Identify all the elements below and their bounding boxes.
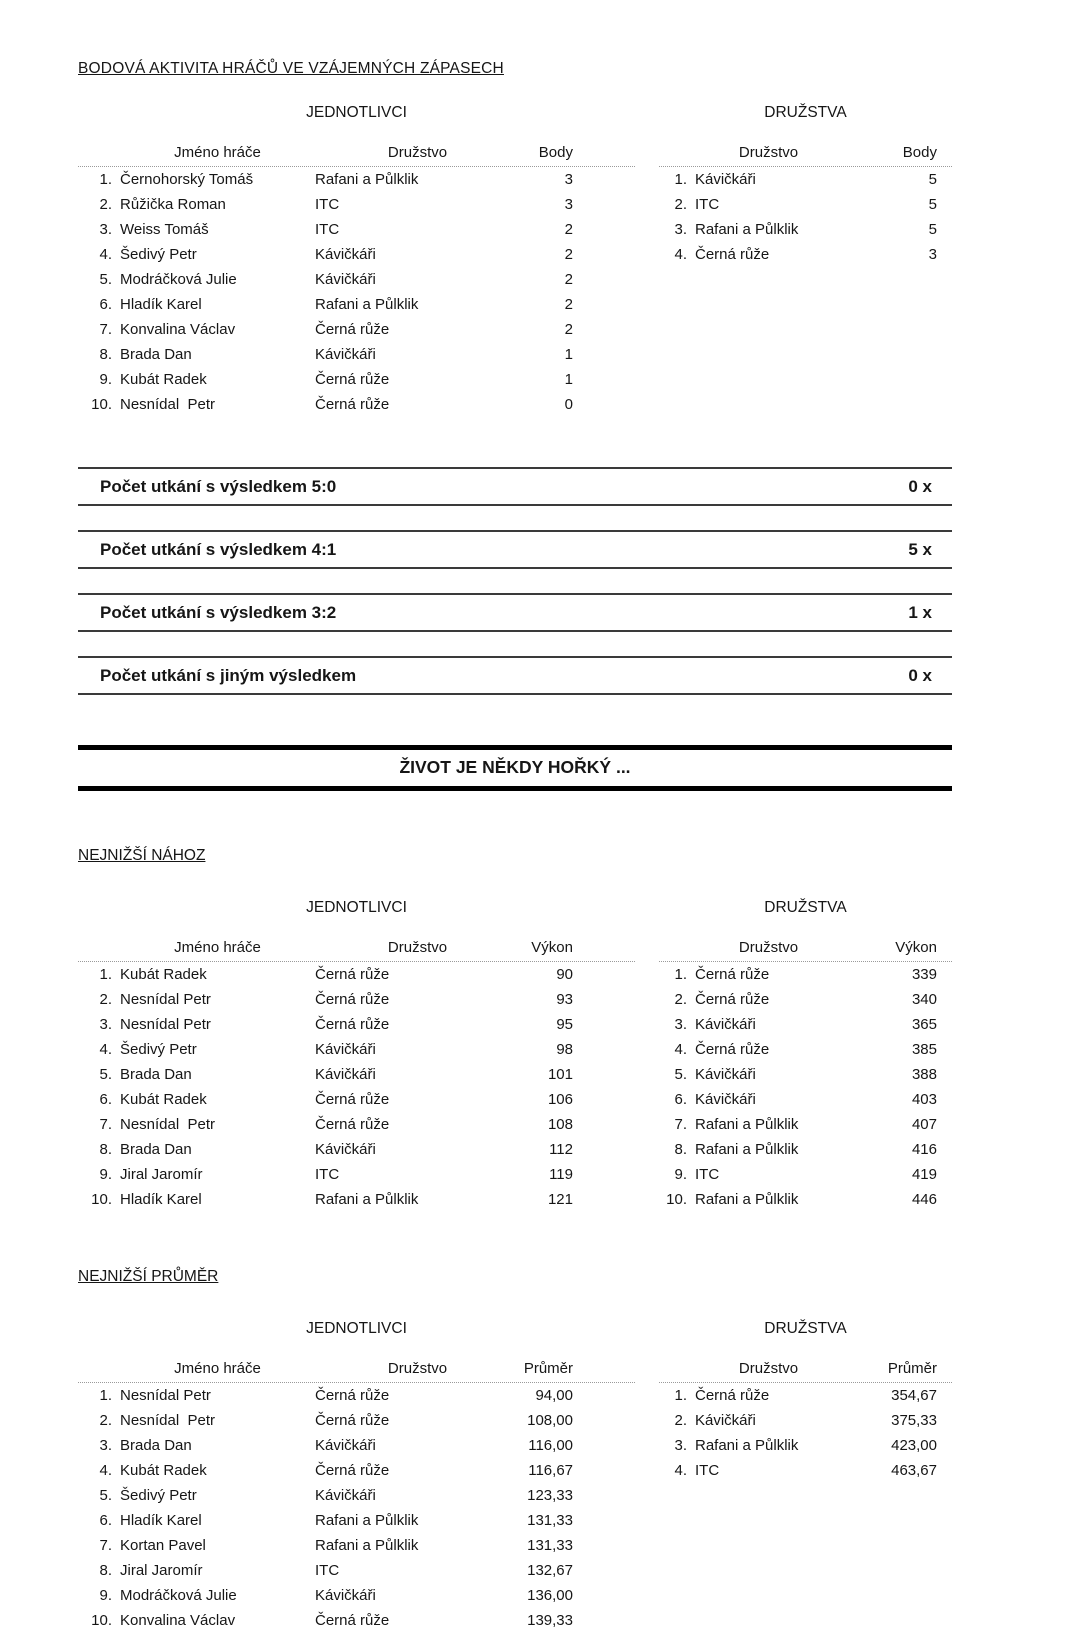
header-value: Průměr — [523, 1360, 573, 1377]
table-header — [659, 142, 952, 167]
table-row — [78, 1533, 635, 1558]
row-cell: 0 — [564, 396, 573, 413]
table-row — [78, 242, 635, 267]
bar-label: Počet utkání s výsledkem 4:1 — [100, 539, 337, 559]
table-row — [78, 1383, 635, 1408]
teams-heading: DRUŽSTVA — [764, 104, 847, 121]
row-rank: 2. — [674, 1412, 687, 1429]
row-rank: 4. — [99, 1462, 112, 1479]
table-row — [659, 217, 952, 242]
row-cell: 5 — [928, 196, 937, 213]
header-team: Družstvo — [738, 1360, 799, 1377]
lowest-average-heading: NEJNIŽŠÍ PRŮMĚR — [78, 1268, 219, 1285]
table-header — [659, 1358, 952, 1383]
row-cell: Rafani a Půlklik — [315, 1537, 419, 1554]
row-rank: 8. — [99, 1141, 112, 1158]
header-value: Body — [902, 144, 937, 161]
header-value: Body — [538, 144, 573, 161]
row-cell: 131,33 — [527, 1537, 573, 1554]
match-count-bar — [78, 467, 952, 506]
row-cell: Konvalina Václav — [120, 321, 236, 338]
header-team: Družstvo — [387, 144, 448, 161]
table-row — [78, 217, 635, 242]
header-team: Družstvo — [738, 144, 799, 161]
header-player: Jméno hráče — [174, 144, 261, 161]
table-header — [78, 937, 635, 962]
lowest-game-individuals-table — [78, 899, 635, 1212]
row-rank: 3. — [99, 1437, 112, 1454]
row-cell: Rafani a Půlklik — [695, 1437, 799, 1454]
row-rank: 9. — [99, 1166, 112, 1183]
row-cell: ITC — [695, 196, 720, 213]
row-cell: 123,33 — [527, 1487, 573, 1504]
header-value: Průměr — [887, 1360, 937, 1377]
row-rank: 3. — [99, 1016, 112, 1033]
row-cell: Černá růže — [695, 991, 770, 1008]
row-cell: Nesnídal Petr — [120, 1387, 211, 1404]
row-rank: 3. — [99, 221, 112, 238]
row-cell: Černohorský Tomáš — [120, 171, 254, 188]
table-row — [78, 367, 635, 392]
row-cell: 340 — [911, 991, 937, 1008]
table-row — [78, 1508, 635, 1533]
row-cell: 388 — [911, 1066, 937, 1083]
row-cell: Kávičkáři — [315, 1487, 376, 1504]
header-value: Výkon — [895, 939, 937, 956]
bar-label: Počet utkání s jiným výsledkem — [100, 665, 357, 685]
row-cell: 419 — [911, 1166, 937, 1183]
row-rank: 4. — [99, 1041, 112, 1058]
row-cell: Šedivý Petr — [120, 1041, 197, 1058]
header-player: Jméno hráče — [174, 1360, 261, 1377]
table-row — [78, 987, 635, 1012]
row-cell: Černá růže — [315, 1412, 390, 1429]
row-cell: 2 — [564, 321, 573, 338]
row-cell: ITC — [315, 1166, 340, 1183]
row-cell: Černá růže — [695, 1387, 770, 1404]
row-cell: Nesnídal Petr — [120, 1116, 216, 1133]
row-cell: 108 — [547, 1116, 573, 1133]
table-row — [78, 1408, 635, 1433]
row-cell: Brada Dan — [120, 1141, 192, 1158]
row-rank: 6. — [99, 1091, 112, 1108]
lowest-game-heading: NEJNIŽŠÍ NÁHOZ — [78, 847, 206, 864]
header-team: Družstvo — [387, 939, 448, 956]
row-rank: 5. — [674, 1066, 687, 1083]
row-cell: Šedivý Petr — [120, 1487, 197, 1504]
row-cell: Kávičkáři — [695, 1016, 756, 1033]
table-row — [659, 167, 952, 192]
table-row — [78, 1608, 635, 1633]
row-cell: 98 — [556, 1041, 573, 1058]
individuals-heading: JEDNOTLIVCI — [306, 899, 407, 916]
row-cell: Weiss Tomáš — [120, 221, 209, 238]
row-cell: 2 — [564, 221, 573, 238]
table-row — [78, 962, 635, 987]
row-cell: 116,67 — [528, 1462, 573, 1479]
row-rank: 2. — [99, 196, 112, 213]
row-cell: ITC — [315, 1562, 340, 1579]
row-cell: Šedivý Petr — [120, 246, 197, 263]
table-row — [659, 1062, 952, 1087]
row-rank: 4. — [674, 1041, 687, 1058]
row-cell: Nesnídal Petr — [120, 396, 216, 413]
individuals-heading: JEDNOTLIVCI — [306, 1320, 407, 1337]
row-cell: Rafani a Půlklik — [315, 1512, 419, 1529]
table-row — [659, 1112, 952, 1137]
table-row — [78, 317, 635, 342]
row-cell: 339 — [911, 966, 937, 983]
row-cell: Rafani a Půlklik — [315, 1191, 419, 1208]
row-cell: 1 — [564, 346, 573, 363]
row-cell: Rafani a Půlklik — [695, 1116, 799, 1133]
bar-value: 0 x — [908, 665, 932, 685]
table-row — [659, 1037, 952, 1062]
row-rank: 1. — [99, 1387, 112, 1404]
row-cell: 94,00 — [535, 1387, 573, 1404]
table-row — [78, 1558, 635, 1583]
lowest-average-individuals-table — [78, 1320, 635, 1633]
row-cell: Černá růže — [315, 966, 390, 983]
table-row — [78, 1483, 635, 1508]
row-cell: 3 — [564, 171, 573, 188]
header-spacer — [78, 142, 112, 164]
row-rank: 2. — [674, 196, 687, 213]
lowest-game-section — [78, 899, 1077, 1212]
row-rank: 2. — [99, 1412, 112, 1429]
row-cell: Hladík Karel — [120, 1512, 202, 1529]
row-cell: 2 — [564, 246, 573, 263]
table-row — [78, 1162, 635, 1187]
row-rank: 7. — [99, 321, 112, 338]
row-cell: 403 — [911, 1091, 937, 1108]
row-cell: 119 — [549, 1166, 573, 1183]
row-cell: Nesnídal Petr — [120, 1016, 211, 1033]
row-cell: 90 — [556, 966, 573, 983]
table-row — [78, 1458, 635, 1483]
row-cell: Černá růže — [315, 1016, 390, 1033]
table-row — [78, 192, 635, 217]
row-rank: 7. — [99, 1537, 112, 1554]
row-cell: Kávičkáři — [695, 171, 756, 188]
header-spacer — [78, 937, 112, 959]
row-cell: Brada Dan — [120, 1066, 192, 1083]
row-cell: 5 — [928, 221, 937, 238]
table-row — [78, 1087, 635, 1112]
section-banner: ŽIVOT JE NĚKDY HOŘKÝ ... — [78, 745, 952, 791]
row-rank: 10. — [91, 396, 112, 413]
table-row — [659, 1433, 952, 1458]
row-cell: Černá růže — [315, 1091, 390, 1108]
table-row — [659, 1162, 952, 1187]
header-value: Výkon — [531, 939, 573, 956]
table-row — [659, 987, 952, 1012]
row-rank: 2. — [99, 991, 112, 1008]
row-cell: 116,00 — [528, 1437, 573, 1454]
row-cell: 131,33 — [527, 1512, 573, 1529]
teams-heading: DRUŽSTVA — [764, 1320, 847, 1337]
row-cell: 2 — [564, 271, 573, 288]
row-rank: 6. — [99, 296, 112, 313]
row-cell: 463,67 — [891, 1462, 937, 1479]
lowest-game-teams-table — [659, 899, 952, 1212]
table-row — [659, 1458, 952, 1483]
table-body — [78, 167, 635, 417]
row-rank: 2. — [674, 991, 687, 1008]
bar-value: 1 x — [908, 602, 932, 622]
table-row — [78, 1187, 635, 1212]
row-cell: ITC — [695, 1166, 720, 1183]
row-cell: Černá růže — [315, 1612, 390, 1629]
table-body — [659, 167, 952, 267]
row-cell: Kubát Radek — [120, 1091, 207, 1108]
row-cell: Černá růže — [315, 1462, 390, 1479]
row-rank: 1. — [99, 171, 112, 188]
row-rank: 4. — [674, 246, 687, 263]
row-cell: Brada Dan — [120, 346, 192, 363]
row-rank: 1. — [674, 171, 687, 188]
row-rank: 3. — [674, 1016, 687, 1033]
table-body — [659, 1383, 952, 1483]
row-cell: 3 — [564, 196, 573, 213]
row-cell: 5 — [928, 171, 937, 188]
header-spacer — [659, 937, 687, 959]
row-cell: 385 — [911, 1041, 937, 1058]
row-rank: 5. — [99, 1066, 112, 1083]
row-cell: 416 — [911, 1141, 937, 1158]
table-row — [78, 1062, 635, 1087]
header-player: Jméno hráče — [174, 939, 261, 956]
row-cell: 139,33 — [527, 1612, 573, 1629]
teams-heading: DRUŽSTVA — [764, 899, 847, 916]
table-body — [78, 1383, 635, 1633]
row-cell: Nesnídal Petr — [120, 991, 211, 1008]
table-row — [78, 1433, 635, 1458]
row-cell: 121 — [547, 1191, 573, 1208]
table-row — [78, 167, 635, 192]
table-body — [78, 962, 635, 1212]
header-spacer — [659, 142, 687, 164]
table-body — [659, 962, 952, 1212]
row-rank: 7. — [674, 1116, 687, 1133]
row-cell: Kávičkáři — [315, 1141, 376, 1158]
row-rank: 9. — [99, 371, 112, 388]
table-row — [78, 267, 635, 292]
row-cell: Rafani a Půlklik — [315, 296, 419, 313]
row-cell: Kávičkáři — [315, 346, 376, 363]
row-cell: Kubát Radek — [120, 966, 207, 983]
row-cell: Kávičkáři — [315, 1587, 376, 1604]
row-rank: 6. — [99, 1512, 112, 1529]
row-cell: Černá růže — [695, 1041, 770, 1058]
row-cell: Kávičkáři — [315, 246, 376, 263]
row-cell: Jiral Jaromír — [120, 1166, 203, 1183]
table-header — [659, 937, 952, 962]
row-rank: 6. — [674, 1091, 687, 1108]
table-row — [659, 1383, 952, 1408]
row-cell: 108,00 — [527, 1412, 573, 1429]
row-rank: 10. — [91, 1612, 112, 1629]
row-cell: Černá růže — [315, 321, 390, 338]
row-cell: 2 — [564, 296, 573, 313]
row-cell: 423,00 — [891, 1437, 937, 1454]
row-cell: 446 — [911, 1191, 937, 1208]
match-count-bar — [78, 530, 952, 569]
row-rank: 1. — [99, 966, 112, 983]
table-row — [659, 1137, 952, 1162]
bar-label: Počet utkání s výsledkem 3:2 — [100, 602, 337, 622]
row-cell: Konvalina Václav — [120, 1612, 236, 1629]
row-cell: 132,67 — [527, 1562, 573, 1579]
row-cell: 375,33 — [891, 1412, 937, 1429]
table-row — [659, 242, 952, 267]
bar-label: Počet utkání s výsledkem 5:0 — [100, 476, 337, 496]
row-cell: Rafani a Půlklik — [695, 221, 799, 238]
row-cell: Kávičkáři — [315, 1066, 376, 1083]
row-cell: Kortan Pavel — [120, 1537, 206, 1554]
row-rank: 1. — [674, 1387, 687, 1404]
row-rank: 9. — [674, 1166, 687, 1183]
match-count-bar — [78, 656, 952, 695]
row-cell: Černá růže — [315, 1387, 390, 1404]
header-spacer — [78, 1358, 112, 1380]
table-row — [659, 1187, 952, 1212]
row-rank: 5. — [99, 1487, 112, 1504]
table-row — [78, 292, 635, 317]
row-cell: Černá růže — [315, 371, 390, 388]
row-cell: Modráčková Julie — [120, 271, 237, 288]
table-row — [78, 1137, 635, 1162]
points-section — [78, 104, 1077, 417]
row-rank: 3. — [674, 1437, 687, 1454]
row-cell: Hladík Karel — [120, 1191, 202, 1208]
row-cell: Černá růže — [695, 246, 770, 263]
row-rank: 8. — [674, 1141, 687, 1158]
bar-value: 5 x — [908, 539, 932, 559]
lowest-average-section — [78, 1320, 1077, 1633]
row-rank: 10. — [91, 1191, 112, 1208]
row-cell: Modráčková Julie — [120, 1587, 237, 1604]
row-cell: Černá růže — [315, 991, 390, 1008]
row-cell: 407 — [911, 1116, 937, 1133]
points-teams-table — [659, 104, 952, 417]
row-cell: Kávičkáři — [315, 1041, 376, 1058]
lowest-average-teams-table — [659, 1320, 952, 1633]
individuals-heading: JEDNOTLIVCI — [306, 104, 407, 121]
row-cell: 1 — [564, 371, 573, 388]
row-cell: Kávičkáři — [695, 1091, 756, 1108]
header-team: Družstvo — [738, 939, 799, 956]
table-header — [78, 142, 635, 167]
table-row — [659, 192, 952, 217]
table-row — [659, 1408, 952, 1433]
row-cell: Kubát Radek — [120, 1462, 207, 1479]
row-cell: Černá růže — [315, 1116, 390, 1133]
table-row — [78, 1037, 635, 1062]
row-cell: 3 — [928, 246, 937, 263]
page-title: BODOVÁ AKTIVITA HRÁČŮ VE VZÁJEMNÝCH ZÁPASECH — [78, 60, 504, 77]
row-cell: Růžička Roman — [120, 196, 226, 213]
row-cell: Jiral Jaromír — [120, 1562, 203, 1579]
row-cell: 136,00 — [527, 1587, 573, 1604]
row-cell: 106 — [547, 1091, 573, 1108]
table-row — [78, 342, 635, 367]
row-rank: 5. — [99, 271, 112, 288]
row-cell: 365 — [911, 1016, 937, 1033]
row-rank: 7. — [99, 1116, 112, 1133]
row-rank: 4. — [674, 1462, 687, 1479]
table-row — [78, 392, 635, 417]
row-rank: 10. — [666, 1191, 687, 1208]
table-header — [78, 1358, 635, 1383]
row-cell: 95 — [556, 1016, 573, 1033]
bar-value: 0 x — [908, 476, 932, 496]
row-cell: ITC — [695, 1462, 720, 1479]
table-row — [78, 1583, 635, 1608]
match-count-bar — [78, 593, 952, 632]
row-rank: 3. — [674, 221, 687, 238]
row-cell: ITC — [315, 221, 340, 238]
row-cell: 354,67 — [891, 1387, 937, 1404]
row-cell: 101 — [547, 1066, 573, 1083]
row-cell: Kávičkáři — [695, 1412, 756, 1429]
table-row — [659, 1012, 952, 1037]
table-row — [659, 962, 952, 987]
row-cell: 112 — [549, 1141, 573, 1158]
row-rank: 1. — [674, 966, 687, 983]
match-count-bars — [78, 467, 952, 695]
row-rank: 9. — [99, 1587, 112, 1604]
header-spacer — [659, 1358, 687, 1380]
row-cell: Černá růže — [695, 966, 770, 983]
row-cell: Rafani a Půlklik — [695, 1141, 799, 1158]
table-row — [78, 1112, 635, 1137]
table-row — [78, 1012, 635, 1037]
row-cell: Rafani a Půlklik — [315, 171, 419, 188]
row-rank: 4. — [99, 246, 112, 263]
points-individuals-table — [78, 104, 635, 417]
row-cell: Kávičkáři — [315, 271, 376, 288]
row-rank: 8. — [99, 346, 112, 363]
row-cell: Černá růže — [315, 396, 390, 413]
row-rank: 8. — [99, 1562, 112, 1579]
row-cell: Kubát Radek — [120, 371, 207, 388]
row-cell: Brada Dan — [120, 1437, 192, 1454]
row-cell: Kávičkáři — [695, 1066, 756, 1083]
header-team: Družstvo — [387, 1360, 448, 1377]
row-cell: Rafani a Půlklik — [695, 1191, 799, 1208]
row-cell: Kávičkáři — [315, 1437, 376, 1454]
row-cell: Nesnídal Petr — [120, 1412, 216, 1429]
row-cell: 93 — [556, 991, 573, 1008]
row-cell: Hladík Karel — [120, 296, 202, 313]
table-row — [659, 1087, 952, 1112]
row-cell: ITC — [315, 196, 340, 213]
